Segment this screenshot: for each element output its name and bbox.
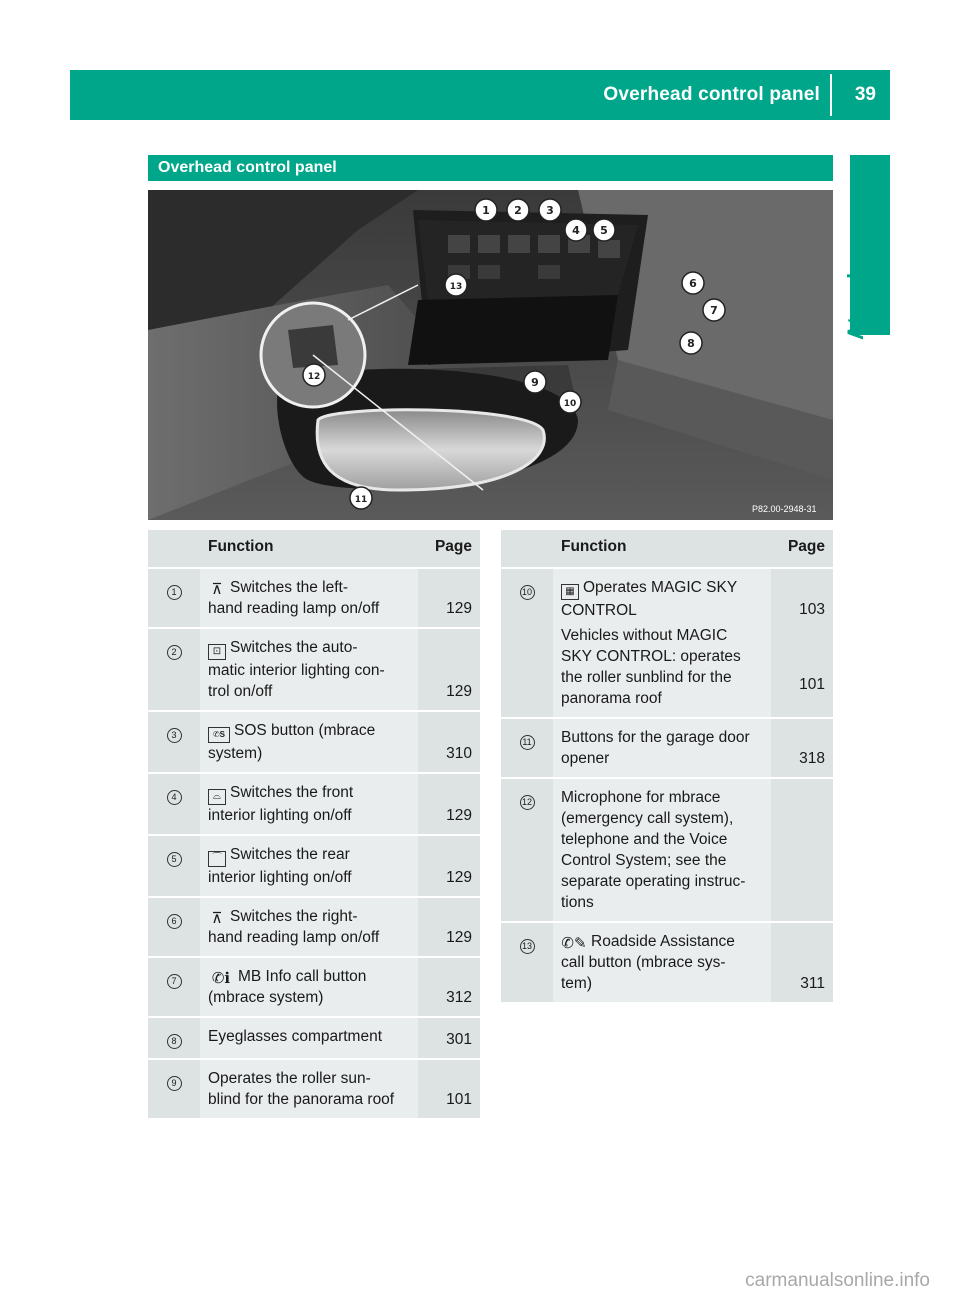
- figure-code: P82.00-2948-31: [752, 504, 817, 514]
- table-row: [148, 628, 480, 711]
- header-title: Overhead control panel: [603, 84, 820, 105]
- header-separator: [830, 74, 832, 116]
- page-ref: 129: [418, 897, 480, 957]
- table-row: [148, 957, 480, 1017]
- num-header: [501, 530, 553, 568]
- function-text: hand reading lamp on/off: [208, 929, 380, 946]
- page-ref: [771, 778, 833, 922]
- function-text: matic interior lighting con-: [208, 662, 385, 679]
- function-text: SOS button (mbrace: [234, 722, 376, 739]
- function-header: Function: [200, 530, 418, 568]
- item-number: 10: [520, 585, 535, 600]
- reading-lamp-icon: ⊼: [211, 581, 223, 598]
- svg-text:6: 6: [689, 277, 697, 290]
- function-text: Switches the left-: [230, 579, 349, 596]
- function-text: tions: [561, 894, 594, 911]
- section-title-bar: [148, 155, 833, 181]
- table-row: [148, 773, 480, 835]
- function-text: (mbrace system): [208, 989, 324, 1006]
- table-row: [501, 778, 833, 922]
- table-row: [148, 835, 480, 897]
- item-number: 13: [520, 939, 535, 954]
- function-header: Function: [553, 530, 771, 568]
- chapter-label: At a glance: [843, 222, 868, 340]
- function-text: Control System; see the: [561, 852, 727, 869]
- page-ref: 103: [799, 601, 825, 618]
- svg-text:11: 11: [354, 495, 368, 505]
- page-header: Page: [771, 530, 833, 568]
- function-text: system): [208, 745, 263, 762]
- item-number: 9: [167, 1076, 182, 1091]
- function-text: blind for the panorama roof: [208, 1091, 395, 1108]
- page-ref: 129: [418, 568, 480, 628]
- page-ref: 101: [418, 1059, 480, 1119]
- svg-text:1: 1: [482, 204, 490, 217]
- function-text: Switches the rear: [230, 846, 350, 863]
- function-text: interior lighting on/off: [208, 807, 352, 824]
- function-text: trol on/off: [208, 683, 273, 700]
- svg-text:12: 12: [307, 372, 321, 382]
- function-text: Roadside Assistance: [591, 933, 735, 950]
- function-note: the roller sunblind for the: [561, 669, 732, 686]
- function-text: call button (mbrace sys-: [561, 954, 726, 971]
- table-row: [148, 1059, 480, 1119]
- item-number: 6: [167, 914, 182, 929]
- page-ref: 310: [418, 711, 480, 773]
- info-call-icon: ✆ℹ: [211, 970, 231, 987]
- svg-text:8: 8: [687, 337, 695, 350]
- svg-text:10: 10: [563, 399, 577, 409]
- table-row: [148, 711, 480, 773]
- function-text: Eyeglasses compartment: [208, 1028, 383, 1045]
- function-text: MB Info call button: [238, 968, 367, 985]
- table-row: [501, 922, 833, 1003]
- reading-lamp-icon: ⊼: [211, 910, 223, 927]
- page-ref: 312: [418, 957, 480, 1017]
- svg-text:9: 9: [531, 376, 539, 389]
- item-number: 1: [167, 585, 182, 600]
- page-number: 39: [854, 84, 876, 105]
- svg-text:3: 3: [546, 204, 554, 217]
- svg-text:5: 5: [600, 224, 608, 237]
- page-ref: 301: [418, 1017, 480, 1059]
- table-row: [148, 897, 480, 957]
- auto-light-icon: ⊡: [208, 644, 226, 660]
- function-note: Vehicles without MAGIC: [561, 627, 728, 644]
- page-ref: 129: [418, 773, 480, 835]
- num-header: [148, 530, 200, 568]
- right-function-table: [501, 530, 833, 1004]
- front-light-icon: ⌓: [208, 789, 226, 805]
- page-ref: 129: [418, 835, 480, 897]
- item-number: 7: [167, 974, 182, 989]
- table-row: [501, 568, 833, 718]
- page-ref: 129: [418, 628, 480, 711]
- svg-text:4: 4: [572, 224, 580, 237]
- function-text: telephone and the Voice: [561, 831, 728, 848]
- magic-sky-icon: ▦: [561, 584, 579, 600]
- section-title: Overhead control panel: [158, 159, 337, 176]
- sos-icon: ✆S: [208, 727, 230, 743]
- overhead-panel-photo: [148, 190, 833, 520]
- function-note: SKY CONTROL: operates: [561, 648, 741, 665]
- watermark: carmanualsonline.info: [745, 1270, 930, 1291]
- page-ref: 318: [771, 718, 833, 778]
- function-text: Operates MAGIC SKY: [583, 579, 738, 596]
- item-number: 12: [520, 795, 535, 810]
- function-text: (emergency call system),: [561, 810, 734, 827]
- function-text: CONTROL: [561, 602, 637, 619]
- function-text: opener: [561, 750, 610, 767]
- function-text: Switches the auto-: [230, 639, 358, 656]
- item-number: 11: [520, 735, 535, 750]
- table-row: [148, 568, 480, 628]
- function-note: panorama roof: [561, 690, 662, 707]
- item-number: 2: [167, 645, 182, 660]
- left-function-table: [148, 530, 480, 1120]
- page-ref: 101: [799, 676, 825, 693]
- table-row: [148, 1017, 480, 1059]
- function-text: Switches the front: [230, 784, 354, 801]
- svg-text:13: 13: [449, 282, 463, 292]
- function-text: Operates the roller sun-: [208, 1070, 371, 1087]
- svg-text:7: 7: [710, 304, 718, 317]
- header-band: [70, 70, 890, 120]
- item-number: 3: [167, 728, 182, 743]
- item-number: 4: [167, 790, 182, 805]
- function-text: hand reading lamp on/off: [208, 600, 380, 617]
- function-text: Microphone for mbrace: [561, 789, 721, 806]
- item-number: 8: [167, 1034, 182, 1049]
- function-text: interior lighting on/off: [208, 869, 352, 886]
- roadside-icon: ✆✎: [561, 935, 587, 952]
- function-text: separate operating instruc-: [561, 873, 746, 890]
- svg-text:2: 2: [514, 204, 522, 217]
- function-text: Buttons for the garage door: [561, 729, 750, 746]
- table-row: [501, 718, 833, 778]
- function-text: Switches the right-: [230, 908, 358, 925]
- rear-light-icon: ⌒: [208, 851, 226, 867]
- function-text: tem): [561, 975, 592, 992]
- item-number: 5: [167, 852, 182, 867]
- page-header: Page: [418, 530, 480, 568]
- page-ref: 311: [771, 922, 833, 1003]
